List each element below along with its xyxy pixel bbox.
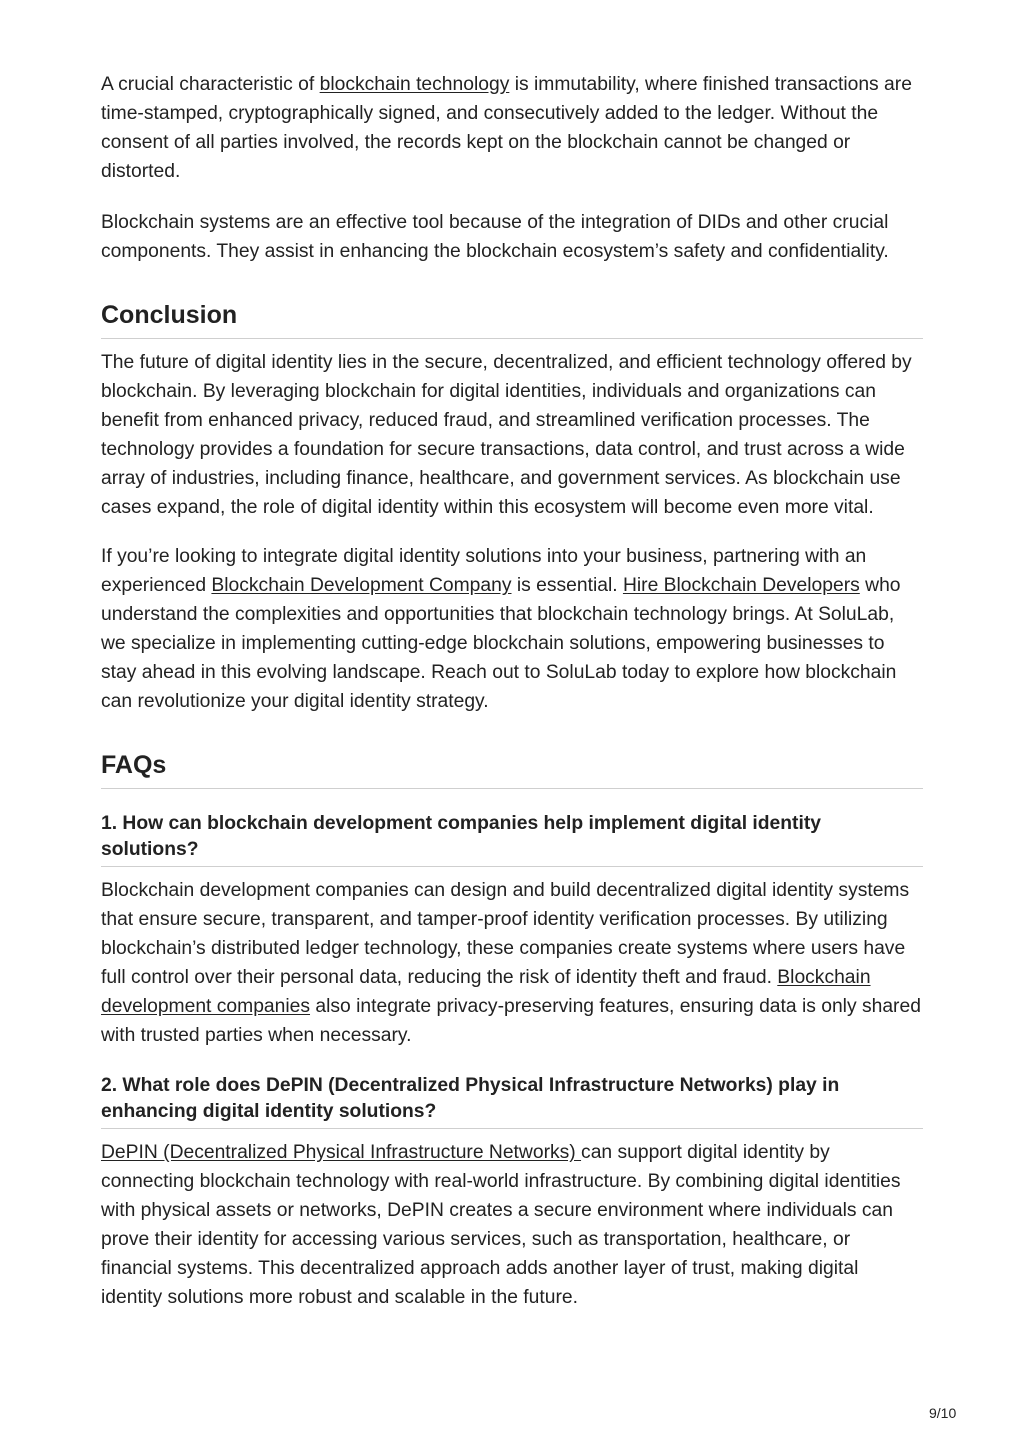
paragraph-integration <box>101 542 923 716</box>
paragraph-text: can support digital identity by connecting blockchain technology with real-world infrastructure. By combining digital identities with physical assets or networks, DePIN creates a secure environment where individuals can prove their identity for accessing various services, such as transportation, healthcare, or financial systems. This decentralized approach adds another layer of trust, making digital identity solutions more robust and scalable in the future. <box>101 1142 901 1308</box>
conclusion-heading: Conclusion <box>101 299 923 339</box>
faq-question-1: 1. How can blockchain development companies help implement digital identity solutions? <box>101 811 923 867</box>
document-page <box>101 70 923 1312</box>
paragraph-future-of-identity: The future of digital identity lies in the secure, decentralized, and efficient technology offered by blockchain. By leveraging blockchain for digital identities, individuals and organizations can benefit from enhanced privacy, reduced fraud, and streamlined verification processes. The technology provides a foundation for secure transactions, data control, and trust across a wide array of industries, including finance, healthcare, and government services. As blockchain use cases expand, the role of digital identity within this ecosystem will become even more vital. <box>101 352 912 518</box>
paragraph-text: also integrate privacy-preserving features, ensuring data is only shared with trusted parties when necessary. <box>101 996 921 1046</box>
paragraph-immutability <box>101 70 923 186</box>
faq-question-2: 2. What role does DePIN (Decentralized Physical Infrastructure Networks) play in enhancing digital identity solutions? <box>101 1073 923 1129</box>
paragraph-text: Blockchain development companies can design and build decentralized digital identity systems that ensure secure, transparent, and tamper-proof identity verification processes. By utilizing blockchain’s distributed ledger technology, these companies create systems where users have full control over their personal data, reducing the risk of identity theft and fraud. <box>101 880 910 988</box>
faq-answer-2 <box>101 1138 923 1312</box>
paragraph-text: is immutability, where finished transactions are time-stamped, cryptographically signed, and consecutively added to the ledger. Without the consent of all parties involved, the records kept on the blockchain cannot be changed or distorted. <box>101 74 912 182</box>
paragraph-text: If you’re looking to integrate digital identity solutions into your business, partnering with an experienced <box>101 546 867 596</box>
link-blockchain-technology[interactable]: blockchain technology <box>319 74 510 95</box>
paragraph-dids: Blockchain systems are an effective tool because of the integration of DIDs and other crucial components. They assist in enhancing the blockchain ecosystem’s safety and confidentiality. <box>101 212 889 262</box>
link-blockchain-development-companies[interactable]: Blockchain development companies <box>101 967 871 1017</box>
link-depin[interactable]: DePIN (Decentralized Physical Infrastructure Networks) <box>101 1142 582 1163</box>
link-blockchain-development-company[interactable]: Blockchain Development Company <box>211 575 512 596</box>
faqs-heading: FAQs <box>101 749 923 789</box>
link-hire-blockchain-developers[interactable]: Hire Blockchain Developers <box>622 575 860 596</box>
paragraph-text: who understand the complexities and opportunities that blockchain technology brings. At SoluLab, we specialize in implementing cutting-edge blockchain solutions, empowering businesses to stay ahead in this evolving landscape. Reach out to SoluLab today to explore how blockchain can revolutionize your digital identity strategy. <box>101 575 901 712</box>
faq-answer-1 <box>101 876 923 1050</box>
paragraph-text: is essential. <box>511 575 623 596</box>
paragraph-text: A crucial characteristic of <box>101 74 320 95</box>
page-number: 9/10 <box>929 1405 957 1421</box>
